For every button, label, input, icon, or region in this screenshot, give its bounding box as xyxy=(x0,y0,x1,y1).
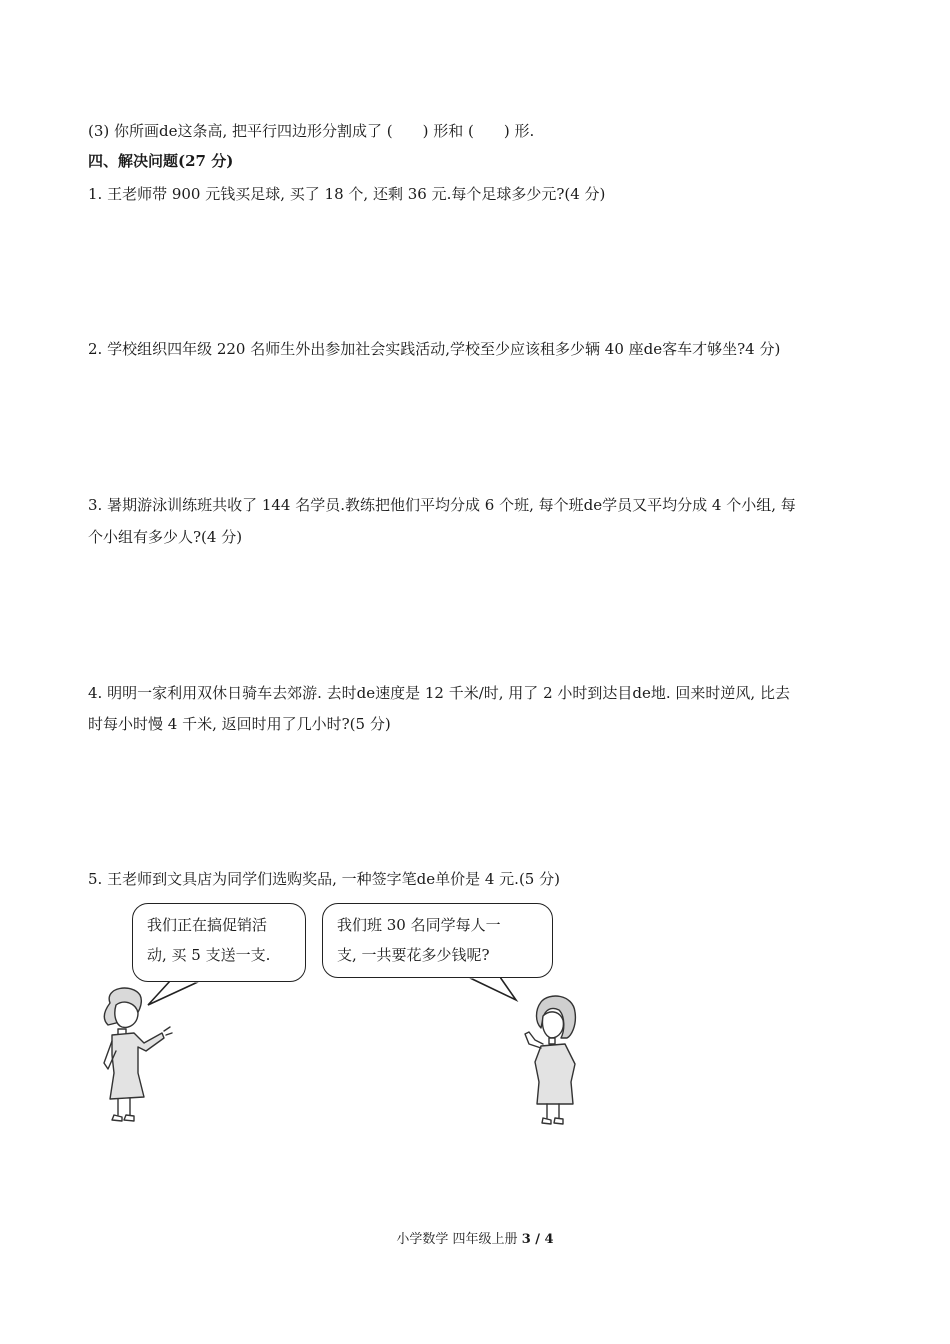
student-figure xyxy=(515,992,595,1132)
section-title: 四、解决问题(27 分) xyxy=(88,152,234,170)
bubble-right-line-1: 我们班 30 名同学每人一 xyxy=(337,916,501,934)
page-footer xyxy=(0,1228,950,1247)
problem-4-line-1: 4. 明明一家利用双休日骑车去郊游. 去时de速度是 12 千米/时, 用了 2 小时到达目de地. 回来时逆风, 比去 xyxy=(88,684,790,702)
problem-4-line-2: 时每小时慢 4 千米, 返回时用了几小时?(5 分) xyxy=(88,715,391,733)
speech-bubble-left xyxy=(132,903,306,982)
teacher-figure xyxy=(88,985,188,1135)
page-number: 3 / 4 xyxy=(521,1232,554,1247)
bubble-left-line-2: 动, 买 5 支送一支. xyxy=(147,946,271,964)
problem-5: 5. 王老师到文具店为同学们选购奖品, 一种签字笔de单价是 4 元.(5 分) xyxy=(88,870,560,888)
problem-2: 2. 学校组织四年级 220 名师生外出参加社会实践活动,学校至少应该租多少辆 40 座de客车才够坐?4 分) xyxy=(88,340,781,358)
bubble-right-line-2: 支, 一共要花多少钱呢? xyxy=(337,946,490,964)
problem-3-line-2: 个小组有多少人?(4 分) xyxy=(88,528,243,546)
speech-bubble-right xyxy=(322,903,553,978)
bubble-left-line-1: 我们正在搞促销活 xyxy=(147,916,268,934)
problem-1: 1. 王老师带 900 元钱买足球, 买了 18 个, 还剩 36 元.每个足球多少元?(4 分) xyxy=(88,185,606,203)
question-3-subpart: (3) 你所画de这条高, 把平行四边形分割成了 ( ) 形和 ( ) 形. xyxy=(88,122,535,140)
problem-3-line-1: 3. 暑期游泳训练班共收了 144 名学员.教练把他们平均分成 6 个班, 每个班de学员又平均分成 4 个小组, 每 xyxy=(88,496,796,514)
footer-label: 小学数学 四年级上册 xyxy=(396,1232,518,1247)
